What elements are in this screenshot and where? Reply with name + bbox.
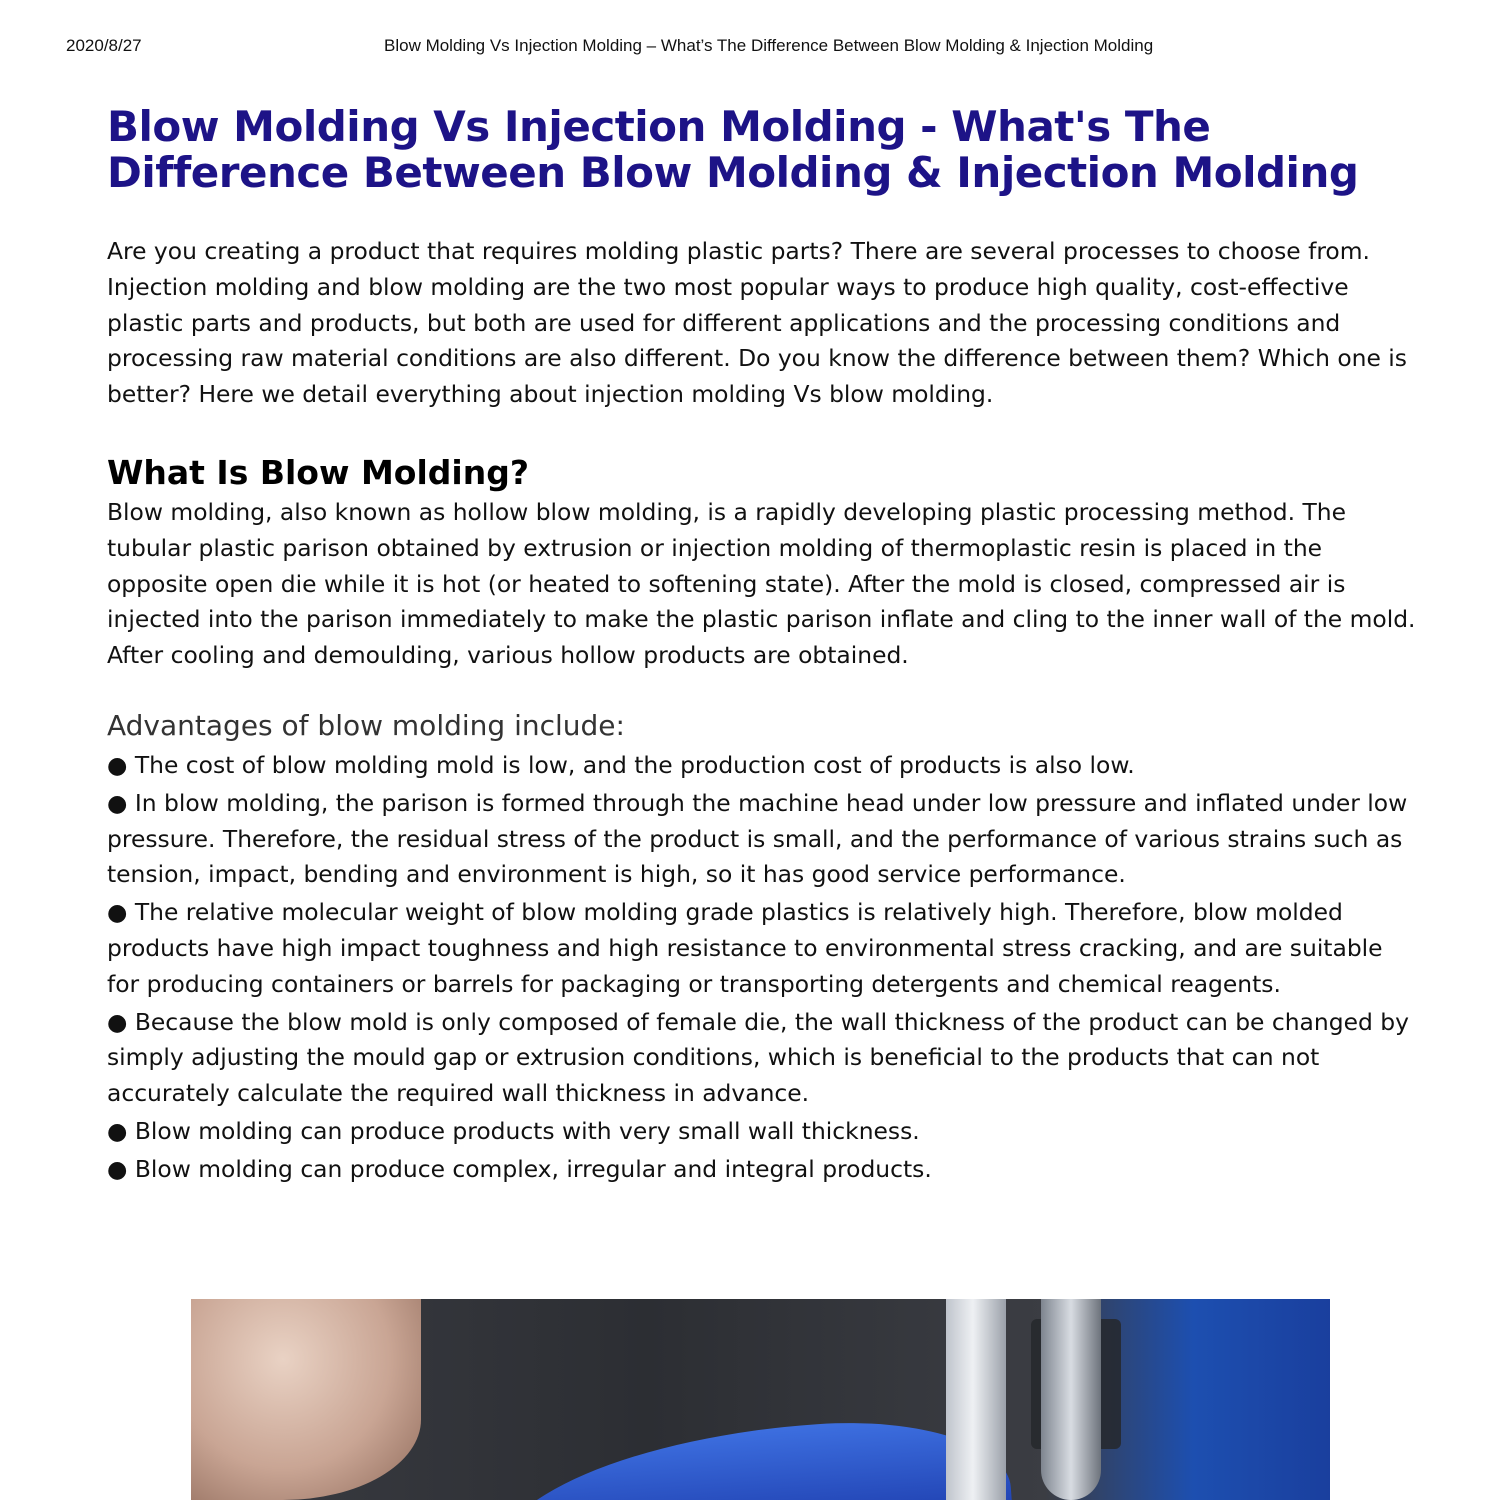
list-item: ● Blow molding can produce products with very small wall thickness.: [107, 1116, 920, 1145]
list-item: ● The relative molecular weight of blow molding grade plastics is relatively high. Therefore, blow molded products have high impact toughness and high resistance to environmental stress cracking, and are suitable for producing containers or barrels for packaging or transporting detergents and chemical reagents.: [107, 898, 1383, 998]
advantages-heading: Advantages of blow molding include:: [107, 708, 625, 742]
photo-metal-rod-shape: [946, 1299, 1006, 1500]
article-title: Blow Molding Vs Injection Molding - What's The Difference Between Blow Molding & Injection Molding: [107, 102, 1359, 197]
photo-nozzle-shape: [1041, 1299, 1101, 1500]
blow-molding-photo: [191, 1299, 1330, 1500]
section-heading: What Is Blow Molding?: [107, 452, 529, 492]
article: [107, 104, 1417, 1190]
photo-glove-shape: [487, 1411, 1015, 1500]
list-item: ● The cost of blow molding mold is low, and the production cost of products is also low.: [107, 750, 1135, 779]
list-item: ● Because the blow mold is only composed of female die, the wall thickness of the product can be changed by simply adjusting the mould gap or extrusion conditions, which is beneficial to the products that can not accurately calculate the required wall thickness in advance.: [107, 1007, 1409, 1108]
list-item: ● Blow molding can produce complex, irregular and integral products.: [107, 1154, 932, 1183]
advantages-list: [107, 748, 1417, 1188]
print-date: 2020/8/27: [66, 36, 142, 55]
intro-paragraph: Are you creating a product that requires molding plastic parts? There are several processes to choose from. Injection molding and blow molding are the two most popular ways to produce high quality, cost-effective plastic parts and products, but both are used for different applications and the processing conditions and processing raw material conditions are also different. Do you know the difference between them? Which one is better? Here we detail everything about injection molding Vs blow molding.: [107, 237, 1407, 409]
list-item: ● In blow molding, the parison is formed through the machine head under low pressure and inflated under low pressure. Therefore, the residual stress of the product is small, and the performance of various strains such as tension, impact, bending and environment is high, so it has good service performance.: [107, 788, 1408, 889]
print-header: [0, 36, 1500, 60]
print-page-title: Blow Molding Vs Injection Molding – What’s The Difference Between Blow Molding & Injection Molding: [384, 36, 1154, 55]
section-paragraph: Blow molding, also known as hollow blow molding, is a rapidly developing plastic processing method. The tubular plastic parison obtained by extrusion or injection molding of thermoplastic resin is placed in the opposite open die while it is hot (or heated to softening state). After the mold is closed, compressed air is injected into the parison immediately to make the plastic parison inflate and cling to the inner wall of the mold. After cooling and demoulding, various hollow products are obtained.: [107, 497, 1416, 670]
photo-hand-shape: [191, 1299, 421, 1500]
